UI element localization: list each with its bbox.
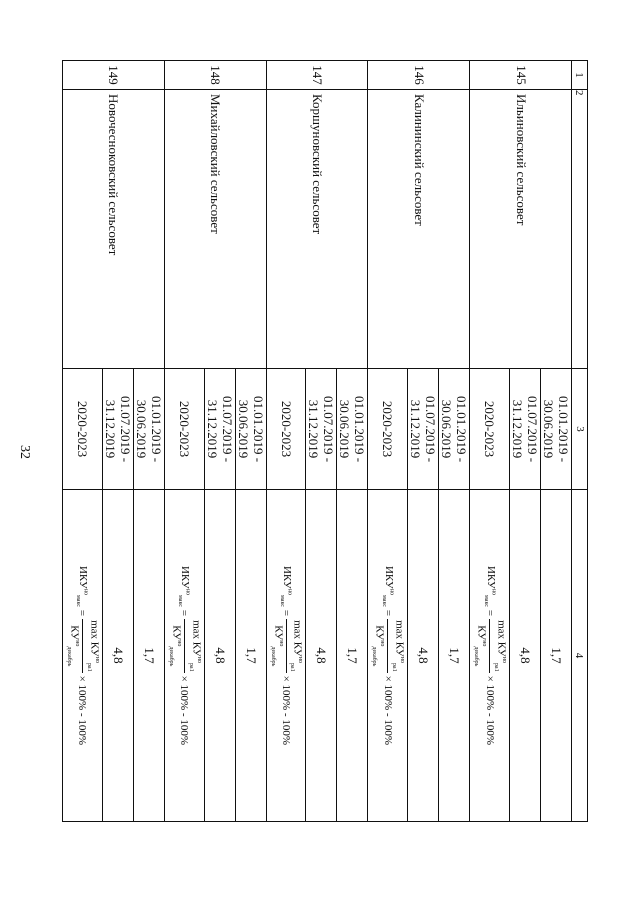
formula-numerator: $\max КУ^{но}_{pa1}$ — [82, 619, 102, 672]
value-1: 1,7 — [337, 490, 368, 822]
municipality-name: Коршуновский сельсовет — [266, 90, 368, 369]
formula-denominator: $КУ^{но}_{декабрь}$ — [66, 625, 81, 667]
formula-fraction — [165, 619, 204, 672]
municipality-name: Ильиновский сельсовет — [470, 90, 572, 369]
formula-tail: × 100% - 100% — [178, 675, 191, 746]
row-number: 145 — [470, 61, 572, 90]
formula-numerator: $\max КУ^{но}_{pa1}$ — [286, 619, 306, 672]
period-3: 2020-2023 — [63, 369, 103, 490]
value-1: 1,7 — [235, 490, 266, 822]
row-number: 146 — [368, 61, 470, 90]
header-row — [572, 61, 588, 822]
formula — [470, 566, 509, 745]
formula-cell — [368, 490, 408, 822]
period-3: 2020-2023 — [266, 369, 306, 490]
header-col-2: 2 — [572, 90, 588, 369]
period-3: 2020-2023 — [368, 369, 408, 490]
table-row — [235, 61, 266, 822]
formula-tail: × 100% - 100% — [280, 675, 293, 746]
row-number: 149 — [63, 61, 165, 90]
formula-lhs: $ИКУ^{но}_{макс}$ — [380, 565, 395, 607]
formula-cell — [470, 490, 510, 822]
header-col-4: 4 — [572, 490, 588, 822]
tariff-table — [62, 60, 588, 822]
value-2: 4,8 — [204, 490, 235, 822]
formula-numerator: $\max КУ^{но}_{pa1}$ — [184, 619, 204, 672]
formula-tail: × 100% - 100% — [483, 675, 496, 746]
formula — [165, 566, 204, 745]
table-row — [439, 61, 470, 822]
table-body — [63, 61, 572, 822]
value-2: 4,8 — [306, 490, 337, 822]
formula-denominator: $КУ^{но}_{декабрь}$ — [473, 625, 488, 667]
formula-eq: = — [76, 609, 89, 617]
value-1: 1,7 — [540, 490, 571, 822]
value-1: 1,7 — [133, 490, 164, 822]
period-2: 01.07.2019 - 31.12.2019 — [102, 369, 133, 490]
table-row — [133, 61, 164, 822]
formula-lhs: $ИКУ^{но}_{макс}$ — [177, 565, 192, 607]
municipality-name: Калининский сельсовет — [368, 90, 470, 369]
formula-cell — [266, 490, 306, 822]
formula — [368, 566, 407, 745]
period-1: 01.01.2019 - 30.06.2019 — [235, 369, 266, 490]
formula-tail: × 100% - 100% — [381, 675, 394, 746]
formula-eq: = — [381, 609, 394, 617]
period-3: 2020-2023 — [470, 369, 510, 490]
rotated-sheet — [62, 60, 588, 822]
formula-denominator: $КУ^{но}_{декабрь}$ — [167, 625, 183, 667]
table-row — [337, 61, 368, 822]
period-3: 2020-2023 — [164, 369, 204, 490]
formula-tail: × 100% - 100% — [76, 675, 89, 746]
formula-denominator: $КУ^{но}_{декабрь}$ — [269, 625, 284, 667]
formula-fraction — [470, 619, 509, 672]
header-col-3: 3 — [572, 369, 588, 490]
table-row — [540, 61, 571, 822]
formula — [267, 566, 306, 745]
value-2: 4,8 — [102, 490, 133, 822]
value-2: 4,8 — [408, 490, 439, 822]
municipality-name: Михайловский сельсовет — [164, 90, 266, 369]
period-1: 01.01.2019 - 30.06.2019 — [337, 369, 368, 490]
formula-numerator: $\max КУ^{но}_{pa1}$ — [489, 619, 509, 672]
period-2: 01.07.2019 - 31.12.2019 — [306, 369, 337, 490]
period-1: 01.01.2019 - 30.06.2019 — [439, 369, 470, 490]
formula-denominator: $КУ^{но}_{декабрь}$ — [371, 625, 386, 667]
formula-eq: = — [483, 609, 496, 617]
formula-cell — [63, 490, 103, 822]
period-2: 01.07.2019 - 31.12.2019 — [204, 369, 235, 490]
table-frame — [62, 60, 588, 822]
formula-cell — [164, 490, 204, 822]
formula-fraction — [267, 619, 306, 672]
header-col-1: 1 — [572, 61, 588, 90]
formula-eq: = — [280, 609, 293, 617]
period-2: 01.07.2019 - 31.12.2019 — [408, 369, 439, 490]
formula-lhs: $ИКУ^{но}_{макс}$ — [482, 565, 497, 607]
row-number: 147 — [266, 61, 368, 90]
formula-lhs: $ИКУ^{но}_{макс}$ — [278, 565, 294, 607]
page-number: 32 — [17, 445, 32, 459]
formula — [63, 566, 102, 745]
formula-numerator: $\max КУ^{но}_{pa1}$ — [387, 619, 407, 672]
formula-lhs: $ИКУ^{но}_{макс}$ — [75, 565, 90, 607]
municipality-name: Новочесноковский сельсовет — [63, 90, 165, 369]
value-1: 1,7 — [439, 490, 470, 822]
formula-fraction — [368, 619, 407, 672]
period-1: 01.01.2019 - 30.06.2019 — [133, 369, 164, 490]
period-2: 01.07.2019 - 31.12.2019 — [509, 369, 540, 490]
formula-fraction — [63, 619, 102, 672]
row-number: 148 — [164, 61, 266, 90]
value-2: 4,8 — [509, 490, 540, 822]
formula-eq: = — [178, 609, 191, 617]
period-1: 01.01.2019 - 30.06.2019 — [540, 369, 571, 490]
